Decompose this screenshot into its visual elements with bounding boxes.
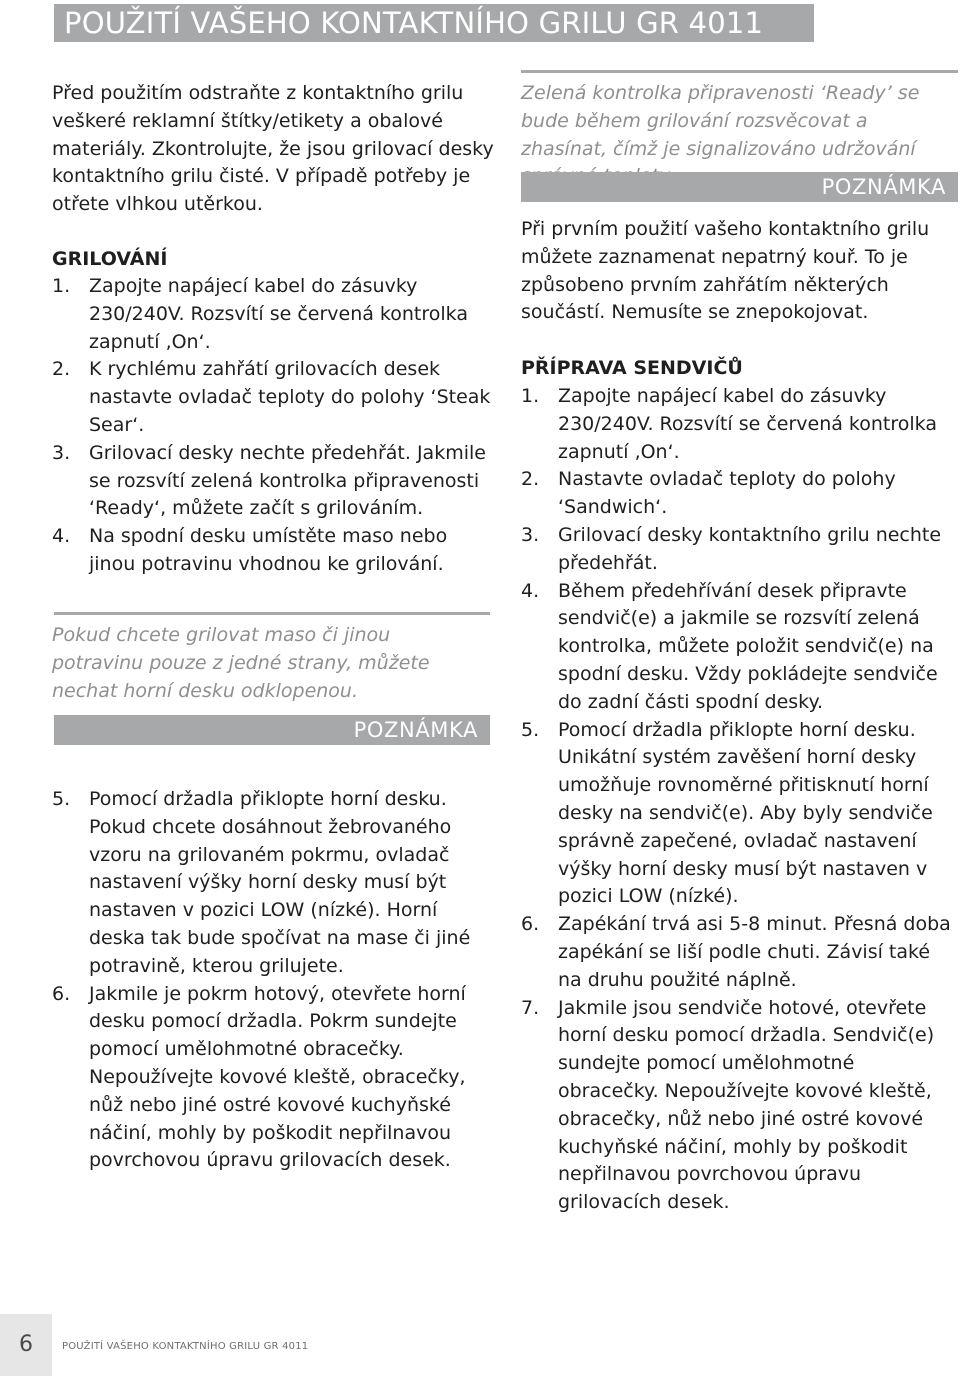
step-text: K rychlému zahřátí grilovacích desek nastavte ovladač teploty do polohy ‘Steak Sear‘.	[89, 358, 491, 436]
grilovani-steps-list-continued	[52, 786, 494, 1175]
step-number: 1.	[52, 275, 71, 297]
list-item	[52, 356, 494, 439]
intro-paragraph: Před použitím odstraňte z kontaktního grilu veškeré reklamní štítky/etikety a obalové materiály. Zkontrolujte, že jsou grilovací desky kontaktního grilu čisté. V případě potřeby je otřete vlhkou utěrkou.	[52, 82, 494, 216]
step-number: 3.	[52, 441, 71, 464]
grilovani-heading: GRILOVÁNÍ	[52, 248, 168, 270]
step-number: 2.	[521, 468, 540, 491]
list-item	[52, 440, 494, 523]
left-note-label: POZNÁMKA	[54, 715, 490, 745]
step-text: Během předehřívání desek připravte sendvič(e) a jakmile se rozsvítí zelená kontrolka, můžete položit sendvič(e) na spodní desku. Vždy pokládejte sendviče do zadní části spodní desky.	[558, 579, 938, 713]
step-text: Pomocí držadla přiklopte horní desku. Pokud chcete dosáhnout žebrovaného vzoru na grilovaném pokrmu, ovladač nastavení výšky horní desky musí být nastaven v pozici LOW (nízké). Horní deska tak bude spočívat na mase či jiné potravině, kterou grilujete.	[89, 788, 471, 977]
sendvice-steps-list	[521, 383, 959, 1217]
step-number: 1.	[521, 385, 540, 407]
step-number: 5.	[521, 718, 540, 741]
list-item	[521, 995, 959, 1217]
list-item	[521, 522, 959, 578]
page-title: POUŽITÍ VAŠEHO KONTAKTNÍHO GRILU GR 4011	[54, 4, 814, 42]
list-item	[521, 383, 959, 466]
note-divider	[521, 70, 958, 73]
step-text: Grilovací desky nechte předehřát. Jakmile se rozsvítí zelená kontrolka připravenosti ‘Ready‘, můžete začít s grilováním.	[89, 441, 486, 520]
list-item	[521, 717, 959, 912]
list-item	[521, 466, 959, 522]
right-note-label: POZNÁMKA	[521, 172, 958, 202]
step-text: Pomocí držadla přiklopte horní desku. Unikátní systém zavěšení horní desky umožňuje rovnoměrné přitisknutí horní desky na sendvič(e). Aby byly sendviče správně zapečené, ovladač nastavení výšky horní desky musí být nastaven v pozici LOW (nízké).	[558, 718, 933, 908]
step-number: 2.	[52, 358, 71, 381]
list-item	[52, 273, 494, 356]
step-number: 5.	[52, 788, 71, 810]
step-text: Grilovací desky kontaktního grilu nechte předehřát.	[558, 523, 942, 574]
note-divider	[54, 612, 490, 615]
step-number: 3.	[521, 523, 540, 546]
step-text: Jakmile je pokrm hotový, otevřete horní desku pomocí držadla. Pokrm sundejte pomocí umělohmotné obracečky. Nepoužívejte kovové kleště, obracečky, nůž nebo jiné ostré kovové kuchyňské náčiní, mohly by poškodit nepřilnavou povrchovou úpravu grilovacích desek.	[89, 982, 466, 1172]
step-number: 4.	[52, 525, 71, 548]
step-text: Nastavte ovladač teploty do polohy ‘Sandwich‘.	[558, 468, 896, 519]
footer-title: POUŽITÍ VAŠEHO KONTAKTNÍHO GRILU GR 4011	[62, 1341, 309, 1352]
list-item	[52, 786, 494, 981]
left-note-text: Pokud chcete grilovat maso či jinou potravinu pouze z jedné strany, můžete nechat horní desku odklopenou.	[52, 624, 430, 702]
step-text: Zapojte napájecí kabel do zásuvky 230/240V. Rozsvítí se červená kontrolka zapnutí ‚On‘.	[89, 275, 468, 353]
right-italic-note: Zelená kontrolka připravenosti ‘Ready’ se bude během grilování rozsvěcovat a zhasínat, čímž je signalizováno udržování	[521, 82, 920, 160]
list-item	[52, 523, 494, 579]
list-item	[52, 981, 494, 1176]
page-number: 6	[0, 1314, 52, 1376]
step-number: 6.	[521, 913, 540, 936]
list-item	[521, 911, 959, 994]
right-note-body: Při prvním použití vašeho kontaktního grilu můžete zaznamenat nepatrný kouř. To je způsobeno prvním zahřátím některých součástí. Nemusíte se znepokojovat.	[521, 218, 930, 324]
sendvice-heading: PŘÍPRAVA SENDVIČŮ	[521, 357, 743, 379]
step-number: 4.	[521, 579, 540, 602]
step-text: Na spodní desku umístěte maso nebo jinou potravinu vhodnou ke grilování.	[89, 525, 448, 575]
step-text: Zapojte napájecí kabel do zásuvky 230/240V. Rozsvítí se červená kontrolka zapnutí ‚On‘.	[558, 385, 937, 463]
list-item	[521, 578, 959, 717]
grilovani-steps-list	[52, 273, 494, 579]
step-number: 6.	[52, 982, 71, 1005]
step-text: Jakmile jsou sendviče hotové, otevřete horní desku pomocí držadla. Sendvič(e) sundejte pomocí umělohmotné obracečky. Nepoužívejte kovové kleště, obracečky, nůž nebo jiné ostré kovové kuchyňské náčiní, mohly by poškodit nepřilnavou povrchovou úpravu grilovacích desek.	[558, 996, 935, 1214]
step-number: 7.	[521, 996, 540, 1019]
step-text: Zapékání trvá asi 5-8 minut. Přesná doba zapékání se liší podle chuti. Závisí také na druhu použité náplně.	[558, 913, 951, 991]
